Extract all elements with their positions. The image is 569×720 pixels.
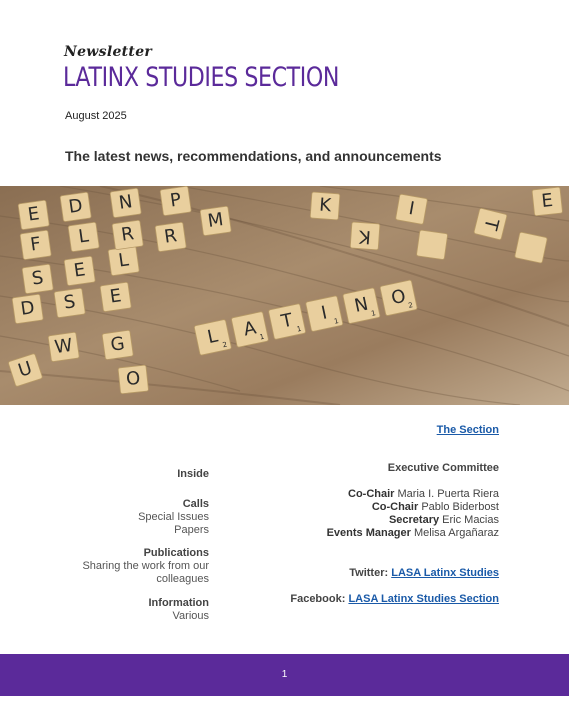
svg-text:E: E bbox=[26, 203, 41, 226]
svg-text:R: R bbox=[119, 223, 136, 246]
twitter-link[interactable]: LASA Latinx Studies bbox=[391, 567, 499, 579]
facebook-line bbox=[290, 593, 499, 605]
member-name: Maria I. Puerta Riera bbox=[397, 488, 499, 500]
svg-text:S: S bbox=[30, 267, 45, 290]
facebook-link[interactable]: LASA Latinx Studies Section bbox=[348, 593, 499, 605]
svg-text:N: N bbox=[352, 293, 371, 317]
svg-text:1: 1 bbox=[259, 332, 266, 342]
svg-text:2: 2 bbox=[221, 340, 228, 350]
scrabble-tiles-image bbox=[0, 186, 569, 405]
committee-member bbox=[327, 527, 499, 540]
svg-text:M: M bbox=[206, 208, 225, 232]
contents-publications bbox=[82, 547, 209, 586]
svg-text:W: W bbox=[53, 334, 74, 359]
contents-heading: Information bbox=[148, 597, 209, 609]
contents-information bbox=[149, 597, 210, 623]
contents-line: Special Issues bbox=[138, 511, 209, 523]
member-name: Pablo Biderbost bbox=[421, 501, 499, 513]
contents-line: colleagues bbox=[156, 573, 209, 585]
contents-heading: Publications bbox=[143, 547, 209, 559]
svg-text:L: L bbox=[77, 225, 91, 248]
svg-text:G: G bbox=[109, 333, 126, 356]
newsletter-subtitle: The latest news, recommendations, and announcements bbox=[65, 148, 442, 164]
contents-calls bbox=[138, 498, 209, 537]
svg-text:K: K bbox=[318, 194, 332, 217]
newsletter-title: LATINX STUDIES SECTION bbox=[63, 62, 340, 93]
member-name: Melisa Argañaraz bbox=[414, 527, 499, 539]
member-role: Events Manager bbox=[326, 527, 411, 539]
svg-text:T: T bbox=[479, 216, 503, 232]
svg-text:R: R bbox=[162, 225, 179, 248]
twitter-label: Twitter: bbox=[349, 567, 389, 579]
inside-label: Inside bbox=[177, 468, 209, 480]
page-number: 1 bbox=[281, 669, 288, 680]
contents-line: Sharing the work from our bbox=[82, 560, 209, 572]
member-role: Secretary bbox=[388, 514, 440, 526]
member-role: Co-Chair bbox=[348, 488, 395, 500]
svg-text:1: 1 bbox=[370, 309, 377, 318]
member-role: Co-Chair bbox=[371, 501, 419, 513]
svg-text:K: K bbox=[358, 225, 372, 248]
svg-text:P: P bbox=[168, 189, 183, 212]
committee-member bbox=[327, 514, 499, 527]
svg-text:E: E bbox=[72, 259, 87, 282]
svg-text:1: 1 bbox=[296, 324, 303, 334]
svg-text:N: N bbox=[117, 191, 134, 214]
committee-member bbox=[327, 488, 499, 501]
contents-heading: Calls bbox=[182, 498, 209, 510]
newsletter-kicker: Newsletter bbox=[64, 44, 153, 60]
svg-text:I: I bbox=[407, 197, 417, 220]
svg-text:S: S bbox=[62, 291, 77, 314]
contents-line: Various bbox=[172, 610, 209, 622]
svg-text:E: E bbox=[108, 285, 123, 308]
svg-text:I: I bbox=[319, 302, 329, 324]
committee-member bbox=[327, 501, 499, 514]
svg-text:E: E bbox=[540, 189, 554, 213]
svg-text:T: T bbox=[279, 309, 295, 333]
facebook-label: Facebook: bbox=[290, 593, 346, 605]
executive-committee-list bbox=[327, 488, 499, 540]
twitter-line bbox=[349, 567, 499, 579]
svg-text:1: 1 bbox=[333, 316, 340, 326]
svg-text:L: L bbox=[205, 325, 220, 349]
the-section-link[interactable]: The Section bbox=[436, 424, 499, 436]
issue-date: August 2025 bbox=[65, 110, 127, 122]
svg-text:F: F bbox=[29, 233, 43, 256]
svg-text:A: A bbox=[241, 317, 259, 341]
svg-text:2: 2 bbox=[407, 301, 414, 310]
contents-line: Papers bbox=[174, 524, 209, 536]
executive-committee-title: Executive Committee bbox=[387, 462, 499, 474]
svg-text:U: U bbox=[15, 357, 35, 382]
svg-text:L: L bbox=[117, 249, 131, 272]
svg-text:O: O bbox=[125, 367, 142, 391]
member-name: Eric Macias bbox=[442, 514, 499, 526]
svg-text:O: O bbox=[389, 285, 408, 310]
svg-text:D: D bbox=[19, 297, 36, 320]
svg-text:D: D bbox=[67, 195, 84, 218]
